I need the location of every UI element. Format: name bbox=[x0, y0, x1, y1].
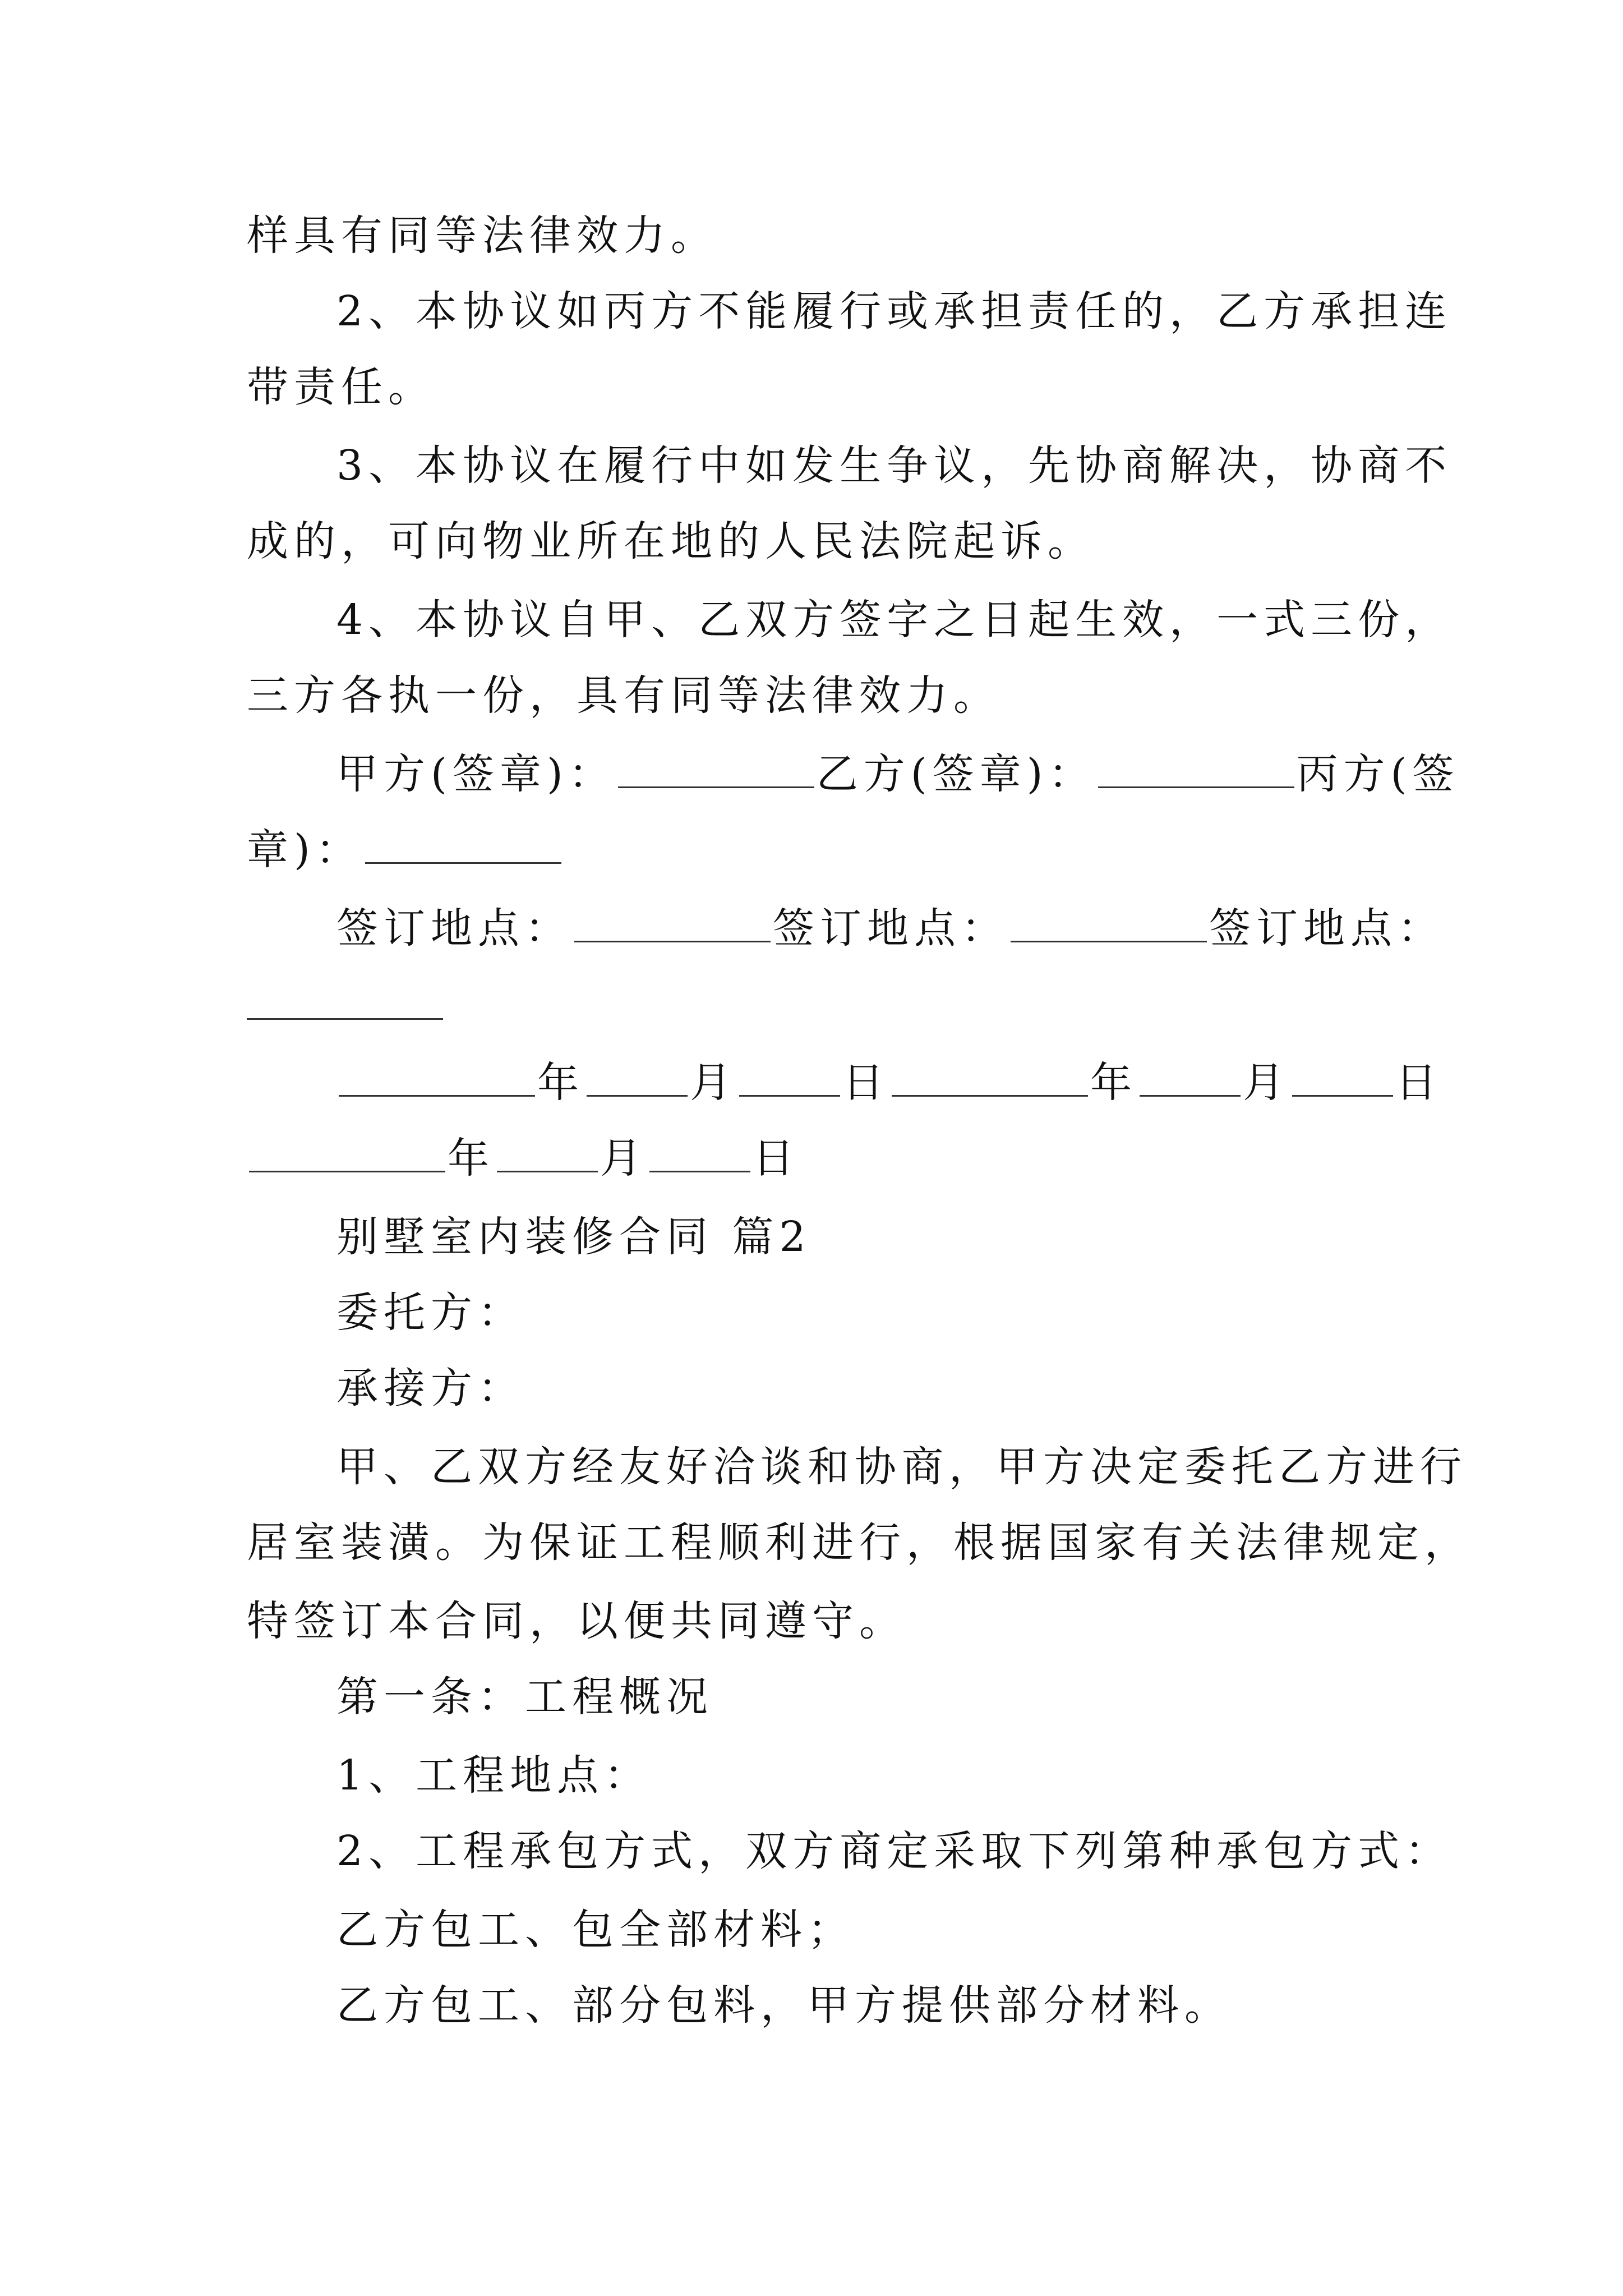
year-blank-c[interactable] bbox=[249, 1137, 445, 1172]
party-a-blank[interactable] bbox=[618, 753, 814, 788]
list-item: 乙方包工、包全部材料； bbox=[336, 1906, 855, 1954]
date-line-cont bbox=[247, 1128, 1402, 1189]
place-label-c: 签订地点： bbox=[1209, 904, 1445, 953]
paragraph-line: 2、本协议如丙方不能履行或承担责任的，乙方承担连 bbox=[336, 287, 1453, 335]
party-a-label: 甲方(签章)： bbox=[336, 750, 616, 798]
day-label: 日 bbox=[842, 1059, 889, 1107]
paragraph-line: 4、本协议自甲、乙双方签字之日起生效，一式三份， bbox=[336, 596, 1453, 644]
year-label: 年 bbox=[537, 1059, 584, 1107]
list-item: 乙方包工、部分包料，甲方提供部分材料。 bbox=[336, 1981, 1232, 2030]
month-label: 月 bbox=[1243, 1059, 1290, 1107]
party-b-blank[interactable] bbox=[1098, 753, 1294, 788]
paragraph-line: 样具有同等法律效力。 bbox=[247, 211, 718, 260]
place-label-b: 签订地点： bbox=[773, 904, 1008, 953]
day-blank-b[interactable] bbox=[1292, 1061, 1393, 1097]
place-blank-c[interactable] bbox=[247, 1018, 443, 1020]
day-label: 日 bbox=[753, 1134, 800, 1182]
date-line bbox=[247, 1052, 1442, 1114]
party-c-blank[interactable] bbox=[365, 829, 561, 864]
client-label: 委托方： bbox=[336, 1289, 525, 1337]
list-item: 2、工程承包方式，双方商定采取下列第种承包方式： bbox=[336, 1827, 1453, 1875]
party-c-label-end: 章)： bbox=[247, 826, 363, 874]
party-b-label: 乙方(签章)： bbox=[816, 750, 1096, 798]
paragraph-line: 成的，可向物业所在地的人民法院起诉。 bbox=[247, 517, 1095, 565]
month-blank-c[interactable] bbox=[497, 1137, 598, 1172]
paragraph-line: 带责任。 bbox=[247, 363, 435, 411]
party-c-label-start: 丙方(签 bbox=[1296, 750, 1460, 798]
year-blank-a[interactable] bbox=[339, 1061, 535, 1097]
place-label-a: 签订地点： bbox=[336, 904, 572, 953]
paragraph-line: 三方各执一份，具有同等法律效力。 bbox=[247, 671, 1000, 720]
article-heading: 第一条：工程概况 bbox=[336, 1673, 713, 1721]
paragraph-line: 3、本协议在履行中如发生争议，先协商解决，协商不 bbox=[336, 441, 1453, 490]
month-blank-a[interactable] bbox=[587, 1061, 688, 1097]
place-blank-b[interactable] bbox=[1011, 907, 1207, 942]
contractor-label: 承接方： bbox=[336, 1364, 525, 1412]
list-item: 1、工程地点： bbox=[336, 1751, 652, 1800]
place-blank-a[interactable] bbox=[574, 907, 771, 942]
paragraph-line: 居室装潢。为保证工程顺利进行，根据国家有关法律规定， bbox=[247, 1519, 1472, 1567]
signature-parties-line bbox=[247, 743, 1460, 805]
signing-place-line bbox=[247, 898, 1445, 959]
month-blank-b[interactable] bbox=[1140, 1061, 1241, 1097]
section-title: 别墅室内装修合同 篇2 bbox=[336, 1213, 811, 1261]
day-blank-c[interactable] bbox=[649, 1137, 750, 1172]
year-blank-b[interactable] bbox=[892, 1061, 1088, 1097]
month-label: 月 bbox=[690, 1059, 737, 1107]
year-label: 年 bbox=[1090, 1059, 1137, 1107]
month-label: 月 bbox=[600, 1134, 647, 1182]
paragraph-line: 特签订本合同，以便共同遵守。 bbox=[247, 1597, 906, 1645]
day-blank-a[interactable] bbox=[739, 1061, 840, 1097]
day-label: 日 bbox=[1395, 1059, 1442, 1107]
signature-parties-line-cont bbox=[247, 819, 1402, 881]
year-label: 年 bbox=[448, 1134, 495, 1182]
paragraph-line: 甲、乙双方经友好洽谈和协商，甲方决定委托乙方进行 bbox=[336, 1443, 1467, 1491]
